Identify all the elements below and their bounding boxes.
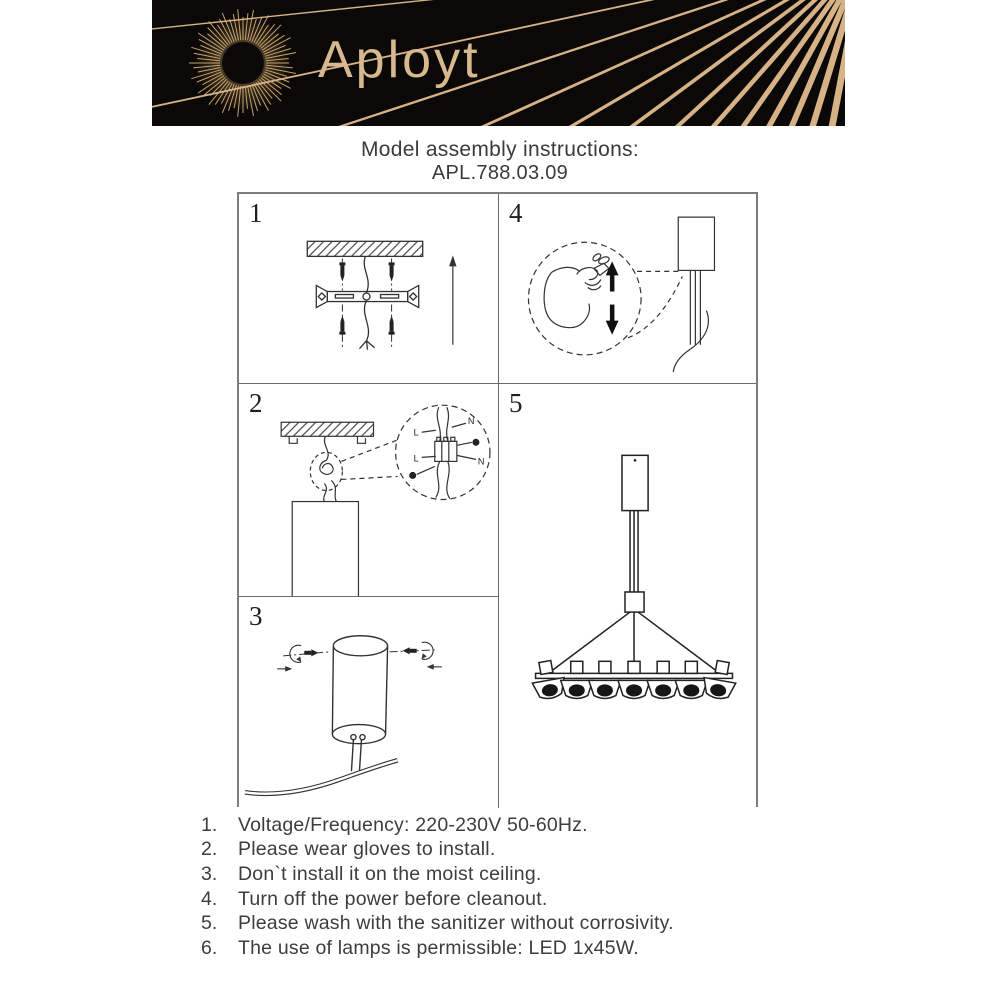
instruction-number: 3. [201, 862, 218, 885]
canopy-box [622, 455, 648, 510]
cylinder-housing [332, 636, 387, 744]
wires-into-canopy [324, 480, 337, 501]
side-screw-left [277, 645, 330, 671]
banner-art [152, 0, 845, 126]
instruction-item [201, 813, 841, 838]
step-number: 5 [509, 388, 523, 418]
instruction-text: Turn off the power before cleanout. [238, 887, 548, 910]
side-screw-right [390, 642, 442, 669]
model-code: APL.788.03.09 [431, 162, 569, 184]
up-down-arrow-icon [606, 261, 619, 334]
page-title: Model assembly instructions: [360, 138, 639, 161]
step1-drawing [239, 194, 498, 383]
step2-drawing [239, 384, 498, 596]
instruction-text: Please wear gloves to install. [238, 838, 496, 861]
instruction-text: Voltage/Frequency: 220-230V 50-60Hz. [238, 813, 588, 836]
steps-grid [237, 192, 758, 807]
ceiling-clips [289, 436, 365, 443]
instruction-number: 5. [201, 912, 218, 935]
wire-label-live: L [413, 427, 419, 438]
wire-label-neutral: N [477, 456, 485, 467]
ceiling [281, 422, 373, 436]
step3-drawing [239, 597, 498, 808]
step-number: 4 [509, 198, 523, 228]
instruction-item [201, 838, 841, 863]
wire-label-live: L [413, 453, 419, 464]
step-panel-3 [239, 597, 499, 808]
step-panel-4 [499, 194, 756, 384]
step-number: 1 [249, 198, 263, 228]
wiring-detail-circle [396, 405, 490, 499]
ceiling [307, 241, 422, 256]
instruction-item [201, 887, 841, 912]
brand-banner [152, 0, 845, 126]
wire-connector [320, 460, 333, 474]
brand-name: Aployt [318, 31, 481, 89]
bottom-wires [351, 735, 365, 772]
step-number: 3 [249, 601, 263, 631]
canopy-box [292, 502, 358, 596]
canopy-with-rods [673, 217, 714, 372]
instruction-item [201, 936, 841, 961]
instruction-item [201, 911, 841, 936]
power-wire [359, 256, 374, 349]
step-panel-2 [239, 384, 499, 597]
instruction-number: 6. [201, 936, 218, 959]
instruction-number: 4. [201, 887, 218, 910]
instruction-text: Please wash with the sanitizer without corrosivity. [238, 912, 674, 935]
instruction-text: The use of lamps is permissible: LED 1x45W. [238, 936, 639, 959]
sunburst-center [222, 42, 264, 84]
hand-icon [544, 252, 610, 327]
step-panel-5 [499, 384, 756, 808]
instructions-list [201, 813, 841, 961]
power-cable [245, 760, 398, 794]
chandelier [536, 455, 733, 678]
step-number: 2 [249, 388, 263, 418]
step-panel-1 [239, 194, 499, 384]
step4-drawing [499, 194, 756, 383]
instruction-item [201, 862, 841, 887]
instruction-number: 2. [201, 838, 218, 861]
junction-box [625, 592, 644, 612]
wire [324, 436, 328, 460]
magnifier-circle [528, 242, 641, 355]
up-arrow-icon [449, 255, 456, 344]
instruction-number: 1. [201, 813, 218, 836]
wire-label-neutral: N [467, 416, 475, 427]
instruction-text: Don`t install it on the moist ceiling. [238, 862, 542, 885]
step5-drawing [499, 384, 756, 808]
